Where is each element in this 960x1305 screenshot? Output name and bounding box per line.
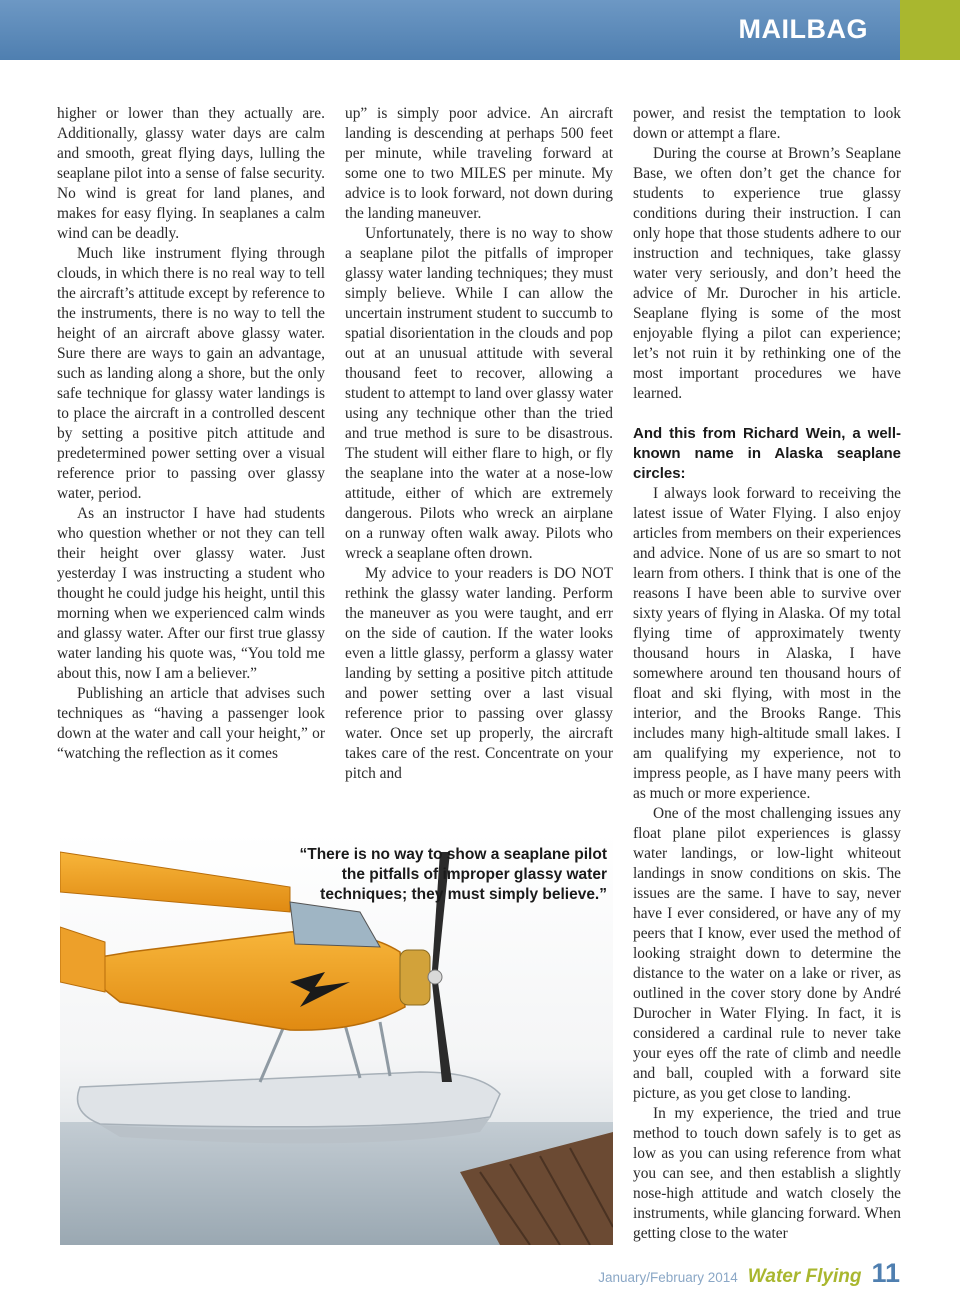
page-number: 11 xyxy=(871,1258,900,1288)
paragraph: During the course at Brown’s Seaplane Base, we often don’t get the chance for students to experience true glassy conditions during their instruction. I can only hope that those students adhere to our instruction and techniques, take glassy water very seriously, and don’t heed the advice of Mr. Durocher in his article. Seaplane flying is some of the most enjoyable flying a pilot can experience; let’s not ruin it by rethinking one of the most important procedures we have learned. xyxy=(633,145,901,402)
paragraph: power, and resist the temptation to look down or attempt a flare. xyxy=(633,105,901,142)
engine-cowling xyxy=(400,950,430,1005)
article-column-2 xyxy=(345,104,613,809)
paragraph: I always look forward to receiving the latest issue of Water Flying. I also enjoy articles from members on their experiences and advice. None of us are so smart to not learn from others. I think that is one of the reasons I have been able to survive over sixty years of flying in Alaska. Of my total flying time of approximately twenty thousand hours in Alaska, I have somewhere around ten thousand hours of float and ski flying, with most in the interior, and the Brooks Range. This includes many high-altitude small lakes. I am qualifying my experience, not to impress people, as I have many peers with as much or more experience. xyxy=(633,485,901,802)
paragraph: In my experience, the tried and true method to touch down safely is to get as low as you can using reference from what you can see, and then establish a slightly nose-high attitude and watch closely the instruments, while glancing forward. When getting close to the water xyxy=(633,1105,901,1242)
paragraph: Publishing an article that advises such techniques as “having a passenger look down at the water and call your height,” or “watching the reflection as it comes xyxy=(57,685,325,762)
article-column-3 xyxy=(633,104,901,1244)
magazine-name: Water Flying xyxy=(747,1266,862,1287)
letter-subhead: And this from Richard Wein, a well-known name in Alaska seaplane circles: xyxy=(633,425,901,482)
paragraph: One of the most challenging issues any float plane pilot experiences is glassy water landings, or low-light whiteout landings in snow conditions on skis. The issues are the same. I have to say, never have I ever considered, or have any of my peers that I know, ever used the method of looking straight down to determine the distance to the water on a lake or river, as outlined in the cover story done by André Durocher in Water Flying. In fact, it is considered a cardinal rule to never take your eyes off the rate of climb and needle and ball, coupled with a forward site picture, as you get close to landing. xyxy=(633,805,901,1102)
paragraph: My advice to your readers is DO NOT rethink the glassy water landing. Perform the maneuver as you were taught, and err on the side of caution. If the water looks even a little glassy, perform a glassy water landing by setting a positive pitch attitude and power setting over a last visual reference prior to passing over glassy water. Once set up properly, the aircraft takes care of the rest. Concentrate on your pitch and xyxy=(345,565,613,782)
page-footer xyxy=(598,1258,900,1292)
paragraph: up” is simply poor advice. An aircraft landing is descending at perhaps 500 feet per minute, while traveling forward at some one to two MILES per minute. My advice is to look forward, not down during the landing maneuver. xyxy=(345,105,613,222)
issue-date: January/February 2014 xyxy=(598,1270,738,1285)
header-bar xyxy=(0,0,960,60)
pull-quote: “There is no way to show a seaplane pilot the pitfalls of improper glassy water techniques; they must simply believe.” xyxy=(299,846,607,903)
header-accent-block xyxy=(900,0,960,60)
section-title: MAILBAG xyxy=(738,14,868,44)
paragraph: Much like instrument flying through clouds, in which there is no real way to tell the aircraft’s attitude except by reference to the instruments, there is no way to tell the height of an aircraft above glassy water. Sure there are ways to gain an advantage, such as landing along a shore, but the only safe technique for glassy water landings is to place the aircraft in a controlled descent by setting a positive pitch attitude and predetermined power setting over a visual reference prior to passing over glassy water, period. xyxy=(57,245,325,502)
propeller-hub xyxy=(428,970,442,984)
paragraph: Unfortunately, there is no way to show a seaplane pilot the pitfalls of improper glassy water landing techniques; they must simply believe. While I can allow the uncertain instrument student to succumb to spatial disorientation in the clouds and pop out at an unusual attitude with several thousand feet to recover, allowing a student to attempt to land over glassy water using any technique other than the tried and true method is sure to be disastrous. The student will either flare to high, or fly the seaplane into the water at a nose-low attitude, either of which are extremely dangerous. Pilots who wreck an airplane on a runway often walk away. Pilots who wreck a seaplane often drown. xyxy=(345,225,613,562)
paragraph: higher or lower than they actually are. Additionally, glassy water days are calm and smooth, great flying days, lulling the seaplane pilot into a sense of false security. No wind is great for land planes, and makes for easy flying. In seaplanes a calm wind can be deadly. xyxy=(57,105,325,242)
paragraph: As an instructor I have had students who question whether or not they can tell their height over glassy water. Just yesterday I was instructing a student who thought he could judge his height, until this morning when we experienced calm winds and glassy water. After our first true glassy water landing his quote was, “You told me about this, now I am a believer.” xyxy=(57,505,325,682)
